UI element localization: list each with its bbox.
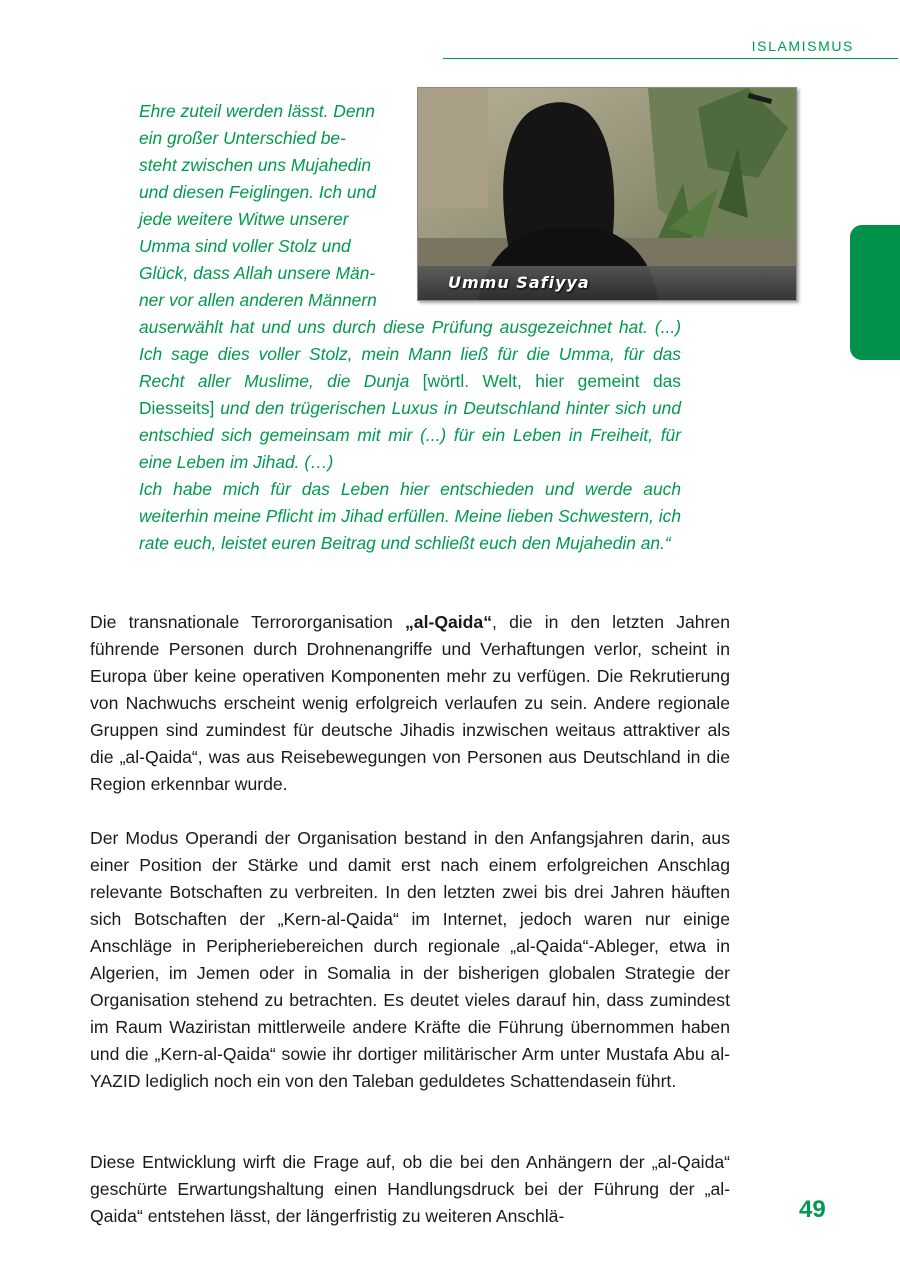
photo-caption: Ummu Safiyya bbox=[448, 273, 590, 292]
body-paragraph-1 bbox=[90, 609, 730, 798]
body-text: Die transnationale Terrororganisation bbox=[90, 612, 405, 632]
quote-line: Glück, dass Allah unsere Män- bbox=[139, 263, 376, 283]
quote-line: jede weitere Witwe unserer bbox=[139, 209, 349, 229]
quote-line: und diesen Feiglingen. Ich und bbox=[139, 182, 376, 202]
quote-text: und den trügerischen Luxus in Deutschland hinter sich und entschied sich gemeinsam mit mir (...) für ein Leben in Freiheit, für eine Leben im Jihad. (…) bbox=[139, 398, 681, 472]
body-paragraph-2 bbox=[90, 825, 730, 1095]
quote-block bbox=[139, 98, 681, 557]
running-header: ISLAMISMUS bbox=[751, 38, 854, 54]
quote-narrow-column bbox=[139, 98, 396, 314]
quote-paragraph bbox=[139, 314, 681, 476]
page-number: 49 bbox=[799, 1196, 826, 1223]
body-text: Der Modus Operandi der Organisation bestand in den Anfangsjahren darin, aus einer Position der Stärke und damit erst nach einem erfolgreichen Anschlag relevante Botschaften zu verbreiten. In den letzten zwei bis drei Jahren häuften sich Botschaften der „Kern-al-Qaida“ im Internet, jedoch waren nur einige Anschläge in Peripheriebereichen durch regionale „al-Qaida“-Ableger, etwa in Algerien, im Jemen oder in Somalia in der bisherigen globalen Strategie der Organisation stehend zu betrachten. Es deutet vieles darauf hin, dass zumindest im Raum Waziristan mittlerweile andere Kräfte die Führung übernommen haben und die „Kern-al-Qaida“ sowie ihr dortiger militärischer Arm unter Mustafa Abu al-YAZID lediglich noch ein von den Taleban geduldetes Schattendasein führt. bbox=[90, 828, 730, 1091]
body-paragraph-3 bbox=[90, 1149, 730, 1230]
quote-paragraph-2: Ich habe mich für das Leben hier entschieden und werde auch weiterhin meine Pflicht im Jihad erfüllen. Meine lieben Schwestern, ich rate euch, leistet euren Beitrag und schließt euch den Mujahedin an.“ bbox=[139, 479, 681, 553]
quote-line: ner vor allen anderen Männern bbox=[139, 290, 377, 310]
quote-line: Umma sind voller Stolz und bbox=[139, 236, 351, 256]
body-text-bold: „al-Qaida“ bbox=[404, 612, 492, 632]
quote-line: Ehre zuteil werden lässt. Denn bbox=[139, 101, 375, 121]
chapter-tab bbox=[850, 225, 900, 360]
quote-line: ein großer Unterschied be- bbox=[139, 128, 346, 148]
quote-line: steht zwischen uns Mujahedin bbox=[139, 155, 372, 175]
body-text: , die in den letzten Jahren führende Personen durch Drohnenangriffe und Verhaftungen verlor, scheint in Europa über keine operativen Komponenten mehr zu verfügen. Die Rekrutierung von Nachwuchs erscheint wenig erfolgreich verlaufen zu sein. Andere regionale Gruppen sind zumindest für deutsche Jihadis inzwischen weitaus attraktiver als die „al-Qaida“, was aus Reisebewegungen von Personen aus Deutschland in die Region erkennbar wurde. bbox=[90, 612, 730, 794]
body-text: Diese Entwicklung wirft die Frage auf, ob die bei den Anhängern der „al-Qaida“ geschürte Erwartungshaltung einen Handlungsdruck bei der Führung der „al-Qaida“ entstehen lässt, der längerfristig zu weiteren Anschlä- bbox=[90, 1152, 730, 1226]
quote-editor-note: [wörtl. Welt, hier gemeint das Diesseits] bbox=[139, 371, 681, 418]
header-rule bbox=[443, 58, 898, 59]
quote-text: auserwählt hat und uns durch diese Prüfung ausgezeichnet hat. (...) Ich sage dies voller Stolz, mein Mann ließ für die Umma, für das Recht aller Muslime, die Dunja bbox=[139, 317, 681, 391]
